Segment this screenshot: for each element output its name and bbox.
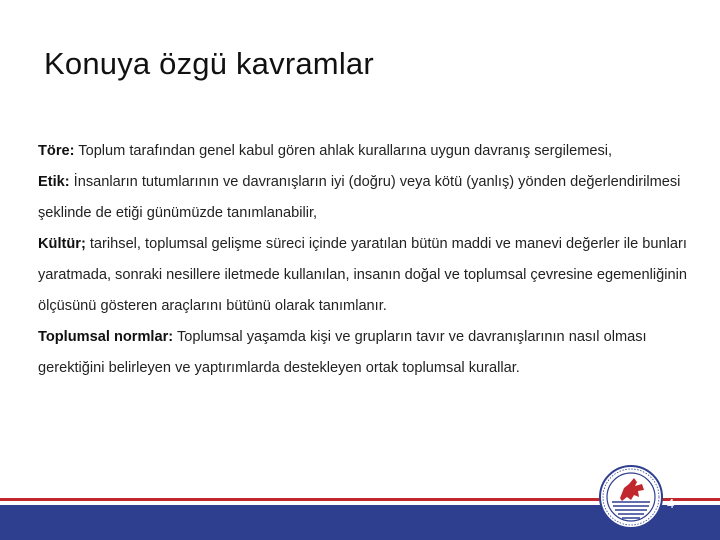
definition-text: Toplum tarafından genel kabul gören ahlak kurallarına uygun davranış sergilemesi,: [74, 143, 613, 159]
definition-etik: [38, 167, 688, 229]
definition-tore: [38, 136, 688, 167]
definition-term: Kültür;: [38, 236, 86, 252]
definition-term: Töre:: [38, 143, 75, 159]
definition-text: İnsanların tutumlarının ve davranışların iyi (doğru) veya kötü (yanlış) yönden değerlendirilmesi şeklinde de etiği günümüzde tanımlanabilir,: [38, 174, 681, 221]
definition-term: Toplumsal normlar:: [38, 329, 174, 345]
university-seal-icon: [598, 464, 664, 530]
definitions-list: [38, 136, 688, 384]
definition-text: tarihsel, toplumsal gelişme süreci içinde yaratılan bütün maddi ve manevi değerler ile bunları yaratmada, sonraki nesillere iletmede kullanılan, insanın doğal ve toplumsal çevresine egemenliğinin ölçüsünü gösteren araçlarını bütünü olarak tanımlanır.: [38, 236, 687, 314]
definition-term: Etik:: [38, 174, 70, 190]
page-number: 4: [667, 496, 675, 511]
slide-title: Konuya özgü kavramlar: [44, 46, 374, 81]
definition-kultur: [38, 229, 688, 322]
definition-text: Toplumsal yaşamda kişi ve grupların tavır ve davranışlarının nasıl olması gerektiğini belirleyen ve yaptırımlarda destekleyen ortak toplumsal kurallar.: [38, 329, 647, 376]
definition-toplumsal-normlar: [38, 322, 688, 384]
